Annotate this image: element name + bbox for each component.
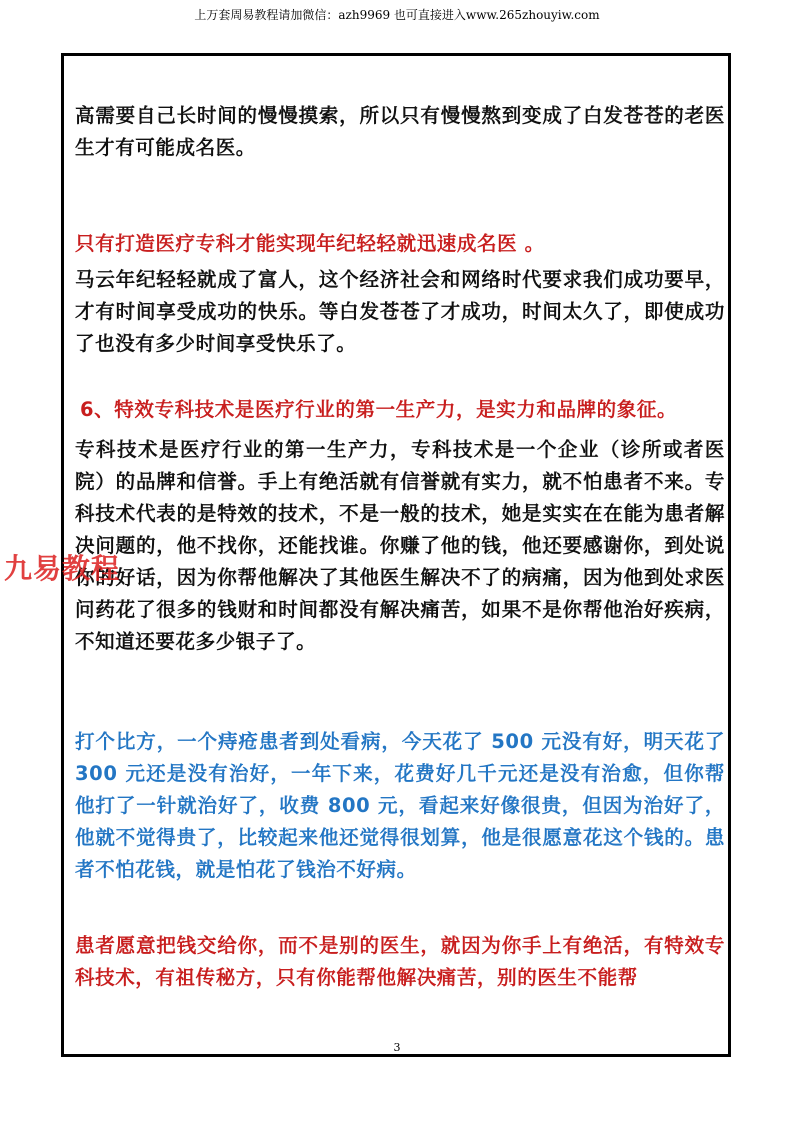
watermark-logo: 九易教程 — [4, 552, 121, 585]
section-heading-6: 6、特效专科技术是医疗行业的第一生产力，是实力和品牌的象征。 — [80, 398, 678, 421]
paragraph-intro-continued: 高需要自己长时间的慢慢摸索，所以只有慢慢熬到变成了白发苍苍的老医生才有可能成名医。 — [75, 104, 725, 159]
paragraph-specialty-headline: 只有打造医疗专科才能实现年纪轻轻就迅速成名医 。 — [75, 232, 545, 255]
page-number: 3 — [393, 1041, 401, 1054]
paragraph-patient-willingness: 患者愿意把钱交给你，而不是别的医生，就因为你手上有绝活，有特效专科技术，有祖传秘方，只有你能帮他解决痛苦，别的医生不能帮 — [75, 934, 725, 989]
page-header: 上万套周易教程请加微信：azh9969 也可直接进入www.265zhouyiw.com — [194, 8, 600, 22]
paragraph-specialty-technology: 专科技术是医疗行业的第一生产力，专科技术是一个企业（诊所或者医院）的品牌和信誉。手上有绝活就有信誉就有实力，就不怕患者不来。专科技术代表的是特效的技术，不是一般的技术，她是实实在在能为患者解决问题的，他不找你，还能找谁。你赚了他的钱，他还要感谢你，到处说你的好话，因为你帮他解决了其他医生解决不了的病痛，因为他到处求医问药花了很多的钱财和时间都没有解决痛苦，如果不是你帮他治好疾病，不知道还要花多少银子了。 — [75, 438, 725, 653]
paragraph-mayun-example: 马云年纪轻轻就成了富人，这个经济社会和网络时代要求我们成功要早，才有时间享受成功的快乐。等白发苍苍了才成功，时间太久了，即使成功了也没有多少时间享受快乐了。 — [75, 268, 725, 355]
paragraph-hemorrhoid-example: 打个比方，一个痔疮患者到处看病，今天花了 500 元没有好，明天花了 300 元还是没有治好，一年下来，花费好几千元还是没有治愈，但你帮他打了一针就治好了，收费 800 元，看起来好像很贵，但因为治好了，他就不觉得贵了，比较起来他还觉得很划算，他是很愿意花这个钱的。患者不怕花钱，就是怕花了钱治不好病。 — [75, 730, 725, 881]
